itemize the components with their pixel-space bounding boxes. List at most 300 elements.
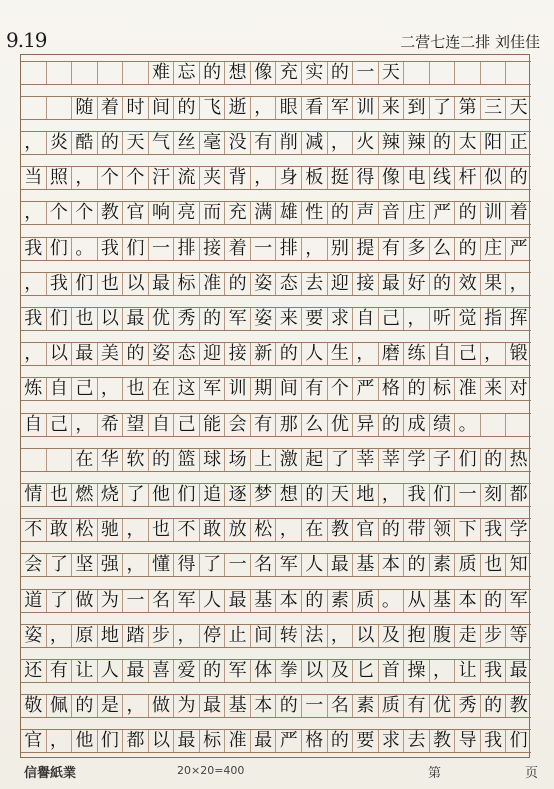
grid-cell: 最	[509, 660, 528, 681]
grid-cell: 第	[455, 97, 481, 119]
grid-cell: 望	[123, 414, 149, 436]
grid-cell: 们	[98, 730, 124, 752]
grid-cell: 间	[276, 378, 302, 400]
grid-cell: 最	[200, 695, 226, 717]
grid-cell: 激	[276, 449, 302, 471]
grid-cell: 对	[509, 378, 528, 400]
grid-cell: ，	[379, 484, 405, 506]
grid-cell: 了	[430, 97, 456, 119]
grid-cell	[21, 449, 47, 471]
grid-cell: 我	[481, 519, 507, 541]
paper-brand: 信譽紙業	[24, 766, 77, 781]
grid-cell: 腹	[430, 625, 456, 647]
grid-cell: 别	[328, 238, 354, 260]
grid-cell: 我	[21, 238, 47, 260]
grid-cell: 的	[328, 730, 354, 752]
grid-cell	[506, 414, 531, 436]
grid-cell: 软	[123, 449, 149, 471]
grid-cell: 起	[302, 449, 328, 471]
grid-cell: 在	[302, 519, 328, 541]
grid-cell: 篮	[174, 449, 200, 471]
grid-cell: 己	[455, 343, 481, 365]
grid-cell: 强	[98, 554, 124, 576]
grid-cell: 时	[123, 97, 149, 119]
grid-cell: 拳	[276, 660, 302, 682]
grid-cell	[455, 62, 481, 84]
grid-cell: 标	[200, 730, 226, 752]
grid-cell: 来	[481, 378, 507, 400]
grid-cell: 我	[47, 273, 73, 295]
grid-row	[21, 61, 531, 85]
grid-cell: 严	[353, 378, 379, 400]
grid-row	[21, 659, 531, 683]
grid-cell: 最	[328, 554, 354, 576]
grid-row	[21, 553, 531, 577]
grid-cell: 难	[149, 62, 175, 84]
grid-cell: ，	[481, 343, 507, 365]
grid-cell: 一	[123, 590, 149, 612]
grid-cell: 的	[430, 273, 456, 295]
grid-cell: 最	[123, 660, 149, 682]
grid-cell: 教	[328, 519, 354, 541]
grid-cell: 知	[509, 554, 528, 576]
grid-cell: 有	[47, 660, 73, 682]
grid-cell: 素	[353, 695, 379, 717]
grid-cell: 么	[302, 414, 328, 436]
grid-cell: 本	[379, 554, 405, 576]
grid-cell: 这	[174, 378, 200, 400]
grid-cell: 削	[276, 132, 302, 154]
grid-cell: 期	[251, 378, 277, 400]
grid-cell: 看	[302, 97, 328, 119]
grid-cell: 而	[200, 202, 226, 224]
grid-cell: 了	[200, 554, 226, 576]
grid-cell: 体	[251, 660, 277, 682]
grid-cell: 的	[302, 484, 328, 506]
grid-cell: 好	[404, 273, 430, 295]
grid-cell: 也	[149, 519, 175, 541]
grid-cell: 人	[302, 554, 328, 576]
grid-cell: 驰	[98, 519, 124, 541]
grid-cell: 止	[225, 625, 251, 647]
grid-cell: 练	[404, 343, 430, 365]
grid-cell: 坚	[72, 554, 98, 576]
grid-cell: 有	[251, 414, 277, 436]
grid-cell: 地	[98, 625, 124, 647]
grid-cell: 停	[200, 625, 226, 647]
grid-cell: 训	[353, 97, 379, 119]
grid-cell: 辣	[379, 132, 405, 154]
grid-cell: 充	[276, 62, 302, 84]
grid-cell: ，	[174, 625, 200, 647]
grid-cell: 场	[225, 449, 251, 471]
grid-cell: 求	[379, 730, 405, 752]
grid-cell: 做	[149, 695, 175, 717]
grid-cell: 减	[302, 132, 328, 154]
grid-cell: 要	[353, 730, 379, 752]
grid-cell: 得	[174, 554, 200, 576]
grid-cell: 的	[455, 238, 481, 260]
grid-cell: 以	[149, 730, 175, 752]
grid-cell: 他	[149, 484, 175, 506]
grid-cell: 充	[225, 202, 251, 224]
grid-cell: 有	[379, 238, 405, 260]
grid-cell: 准	[225, 730, 251, 752]
grid-cell: 格	[379, 378, 405, 400]
grid-cell: 自	[21, 414, 47, 436]
grid-cell: 原	[72, 625, 98, 647]
grid-row	[21, 307, 531, 331]
grid-cell: ，	[21, 202, 47, 224]
grid-cell: 个	[123, 167, 149, 189]
author-signature: 二营七连二排 刘佳佳	[400, 33, 540, 51]
grid-cell: 声	[353, 202, 379, 224]
grid-cell: 想	[225, 62, 251, 84]
grid-cell: 严	[276, 730, 302, 752]
grid-cell: 姿	[149, 343, 175, 365]
grid-cell: 会	[21, 554, 47, 576]
grid-cell: 抱	[404, 625, 430, 647]
grid-row	[21, 448, 531, 472]
grid-cell: 气	[149, 132, 175, 154]
grid-cell: 基	[353, 554, 379, 576]
grid-cell: 个	[47, 202, 73, 224]
grid-cell: 最	[379, 273, 405, 295]
grid-cell: 忘	[174, 62, 200, 84]
grid-cell: 官	[21, 730, 47, 752]
manuscript-grid	[20, 54, 530, 758]
grid-cell: 得	[353, 167, 379, 189]
grid-cell: 在	[149, 378, 175, 400]
grid-cell: 标	[430, 378, 456, 400]
grid-cell: 正	[509, 132, 528, 153]
grid-cell: 的	[98, 132, 124, 154]
grid-cell: 以	[47, 343, 73, 365]
grid-cell	[123, 62, 149, 84]
grid-cell: 名	[328, 695, 354, 717]
grid-cell: 们	[72, 273, 98, 295]
grid-cell: ，	[328, 625, 354, 647]
grid-cell: 的	[328, 62, 354, 84]
grid-cell: 想	[276, 484, 302, 506]
grid-cell: 我	[481, 730, 507, 752]
grid-cell: 懂	[149, 554, 175, 576]
grid-cell: 最	[251, 730, 277, 752]
grid-cell: 新	[251, 343, 277, 365]
grid-cell: 敢	[47, 519, 73, 541]
grid-cell: 背	[225, 167, 251, 189]
grid-cell	[430, 62, 456, 84]
grid-cell: 等	[509, 624, 528, 646]
grid-cell: 步	[149, 625, 175, 647]
grid-cell: 接	[200, 238, 226, 260]
grid-cell: 标	[174, 273, 200, 295]
grid-cell: 。	[455, 414, 481, 436]
grid-cell: 最	[123, 308, 149, 330]
grid-cell: 官	[353, 519, 379, 541]
grid-cell: 去	[404, 730, 430, 752]
grid-cell: 汗	[149, 167, 175, 189]
grid-cell: 也	[98, 273, 124, 295]
grid-cell: 线	[430, 167, 456, 189]
page-number-label	[428, 762, 538, 781]
grid-cell: 一	[251, 238, 277, 260]
grid-cell: 准	[200, 273, 226, 295]
grid-cell: 着	[509, 202, 528, 224]
grid-cell: 那	[276, 414, 302, 436]
grid-cell: 电	[404, 167, 430, 189]
grid-cell	[481, 414, 507, 436]
grid-cell: 生	[328, 343, 354, 365]
grid-cell: 放	[225, 519, 251, 541]
grid-cell: 间	[251, 625, 277, 647]
grid-cell: 似	[481, 167, 507, 189]
grid-cell: 佩	[47, 695, 73, 717]
grid-cell: 敢	[200, 519, 226, 541]
grid-cell: 转	[276, 625, 302, 647]
grid-cell: 教	[509, 695, 528, 717]
grid-cell: 到	[404, 97, 430, 119]
grid-cell: 松	[72, 519, 98, 541]
grid-cell: 本	[455, 590, 481, 612]
grid-cell: 不	[174, 519, 200, 541]
grid-cell: 接	[353, 273, 379, 295]
grid-cell: 飞	[200, 97, 226, 119]
grid-cell: 一	[302, 695, 328, 717]
grid-cell: 随	[72, 97, 98, 119]
grid-cell: ，	[72, 167, 98, 189]
grid-cell: 松	[251, 519, 277, 541]
grid-cell: 像	[251, 62, 277, 84]
grid-cell: 喜	[149, 660, 175, 682]
grid-cell: 最	[174, 730, 200, 752]
grid-cell: 己	[379, 308, 405, 330]
grid-cell: 们	[47, 238, 73, 260]
grid-cell: 在	[72, 449, 98, 471]
grid-cell: 也	[481, 554, 507, 576]
grid-cell: 效	[455, 273, 481, 295]
entry-date: 9.19	[6, 28, 47, 52]
grid-cell: 的	[276, 695, 302, 717]
grid-cell: ，	[21, 132, 47, 154]
grid-cell: 自	[353, 308, 379, 330]
grid-cell: 教	[430, 730, 456, 752]
grid-cell: 素	[328, 590, 354, 612]
grid-cell: 提	[353, 238, 379, 260]
grid-cell: 下	[455, 519, 481, 541]
grid-cell	[21, 62, 47, 84]
grid-cell: ，	[404, 308, 430, 330]
grid-cell: 庄	[404, 202, 430, 224]
grid-cell: 我	[404, 484, 430, 506]
grid-cell: 带	[404, 519, 430, 541]
grid-cell: 追	[200, 484, 226, 506]
grid-cell: 莘	[353, 449, 379, 471]
grid-cell: 绩	[430, 414, 456, 436]
grid-cell: 的	[509, 167, 528, 189]
grid-cell: 逐	[225, 484, 251, 506]
grid-cell: 格	[302, 730, 328, 752]
grid-row	[21, 589, 531, 613]
grid-cell: 己	[174, 414, 200, 436]
grid-cell: 酷	[72, 132, 98, 154]
grid-cell: 自	[430, 343, 456, 365]
grid-cell: 素	[430, 554, 456, 576]
grid-row	[21, 237, 531, 261]
grid-cell: 都	[123, 730, 149, 752]
grid-cell: 人	[98, 660, 124, 682]
grid-cell: 的	[72, 695, 98, 717]
grid-cell: 子	[430, 449, 456, 471]
grid-cell: 的	[404, 554, 430, 576]
grid-cell: 华	[98, 449, 124, 471]
grid-cell: ，	[21, 273, 47, 295]
grid-cell: 阳	[481, 132, 507, 154]
grid-cell: 都	[509, 484, 528, 505]
grid-cell	[481, 62, 507, 84]
grid-cell: 学	[509, 519, 528, 541]
grid-cell: 磨	[379, 343, 405, 365]
grid-cell: 梦	[251, 484, 277, 506]
grid-cell: 有	[251, 132, 277, 154]
grid-cell: 质	[379, 695, 405, 717]
grid-cell: ，	[72, 414, 98, 436]
grid-row	[21, 624, 531, 648]
grid-cell: 的	[200, 660, 226, 682]
grid-cell: 秀	[174, 308, 200, 330]
grid-cell: 成	[404, 414, 430, 436]
grid-cell: 身	[276, 167, 302, 189]
grid-cell: 官	[123, 202, 149, 224]
grid-cell: 爱	[174, 660, 200, 682]
grid-cell: 的	[430, 132, 456, 154]
grid-row	[21, 729, 531, 753]
grid-cell: 莘	[379, 449, 405, 471]
grid-cell: 做	[72, 590, 98, 612]
grid-cell: 的	[481, 590, 507, 612]
grid-cell: ，	[47, 730, 73, 752]
grid-cell: 踏	[123, 625, 149, 647]
grid-cell: 逝	[225, 97, 251, 119]
grid-cell: 人	[302, 343, 328, 365]
grid-cell: 以	[353, 625, 379, 647]
grid-cell: 优	[149, 308, 175, 330]
grid-cell: 一	[149, 238, 175, 260]
grid-cell: 不	[21, 519, 47, 541]
grid-cell: 了	[328, 449, 354, 471]
grid-cell: 的	[276, 343, 302, 365]
grid-cell: 以	[98, 308, 124, 330]
grid-cell: 了	[123, 484, 149, 506]
grid-cell: 觉	[455, 308, 481, 330]
grid-cell: 训	[481, 202, 507, 224]
grid-cell: 有	[302, 378, 328, 400]
grid-cell: 以	[123, 273, 149, 295]
grid-cell: 间	[149, 97, 175, 119]
grid-cell: 的	[302, 590, 328, 612]
grid-cell: 基	[225, 695, 251, 717]
grid-cell: 军	[509, 589, 528, 611]
grid-cell: ，	[123, 695, 149, 717]
grid-cell: 的	[200, 62, 226, 84]
grid-cell: 们	[123, 238, 149, 260]
grid-cell: 的	[149, 449, 175, 471]
grid-cell	[98, 62, 124, 84]
grid-cell: 了	[47, 554, 73, 576]
grid-cell: 是	[98, 695, 124, 717]
grid-cell	[506, 62, 531, 84]
grid-cell: 性	[302, 202, 328, 224]
grid-cell: ，	[328, 132, 354, 154]
grid-row	[21, 272, 531, 296]
grid-cell: 挺	[328, 167, 354, 189]
grid-cell: 为	[98, 590, 124, 612]
grid-cell: 从	[404, 590, 430, 612]
grid-cell: 的	[328, 202, 354, 224]
grid-cell: 异	[353, 414, 379, 436]
grid-cell: 己	[72, 378, 98, 400]
grid-cell: 照	[47, 167, 73, 189]
grid-cell: 着	[225, 238, 251, 260]
grid-cell: 最	[72, 343, 98, 365]
grid-cell: 名	[149, 590, 175, 612]
grid-row	[21, 694, 531, 718]
grid-cell: 上	[251, 449, 277, 471]
grid-cell: 要	[302, 308, 328, 330]
grid-cell: 步	[481, 625, 507, 647]
grid-cell: 态	[174, 343, 200, 365]
grid-cell: 毫	[200, 132, 226, 154]
grid-cell: 响	[149, 202, 175, 224]
grid-cell: 一	[455, 484, 481, 506]
grid-cell: 天	[123, 132, 149, 154]
grid-cell: 来	[276, 308, 302, 330]
grid-row	[21, 377, 531, 401]
grid-cell: 走	[455, 625, 481, 647]
grid-cell: 姿	[251, 273, 277, 295]
grid-cell: 也	[72, 308, 98, 330]
grid-cell: 敬	[21, 695, 47, 717]
grid-cell: 导	[455, 730, 481, 752]
grid-row	[21, 518, 531, 542]
grid-cell: 们	[509, 730, 528, 752]
grid-cell: 我	[21, 308, 47, 330]
grid-cell: 美	[98, 343, 124, 365]
grid-cell: 们	[455, 449, 481, 471]
grid-cell: 听	[430, 308, 456, 330]
grid-cell: 有	[404, 695, 430, 717]
grid-cell: 道	[21, 590, 47, 612]
grid-cell: 我	[481, 660, 507, 682]
grid-cell: 着	[98, 97, 124, 119]
grid-cell: 军	[328, 97, 354, 119]
grid-cell: 迎	[328, 273, 354, 295]
grid-cell: 自	[149, 414, 175, 436]
grid-cell	[21, 97, 47, 119]
grid-row	[21, 342, 531, 366]
grid-cell: 个	[328, 378, 354, 400]
grid-cell: 炎	[47, 132, 73, 154]
grid-cell: ，	[98, 378, 124, 400]
grid-cell: 严	[509, 237, 528, 259]
grid-row	[21, 131, 531, 155]
grid-cell: 最	[149, 273, 175, 295]
grid-cell: ，	[276, 519, 302, 541]
grid-cell: 。	[72, 238, 98, 260]
grid-cell: 果	[481, 273, 507, 295]
grid-cell: 让	[455, 660, 481, 682]
page-label: 第	[428, 766, 442, 781]
